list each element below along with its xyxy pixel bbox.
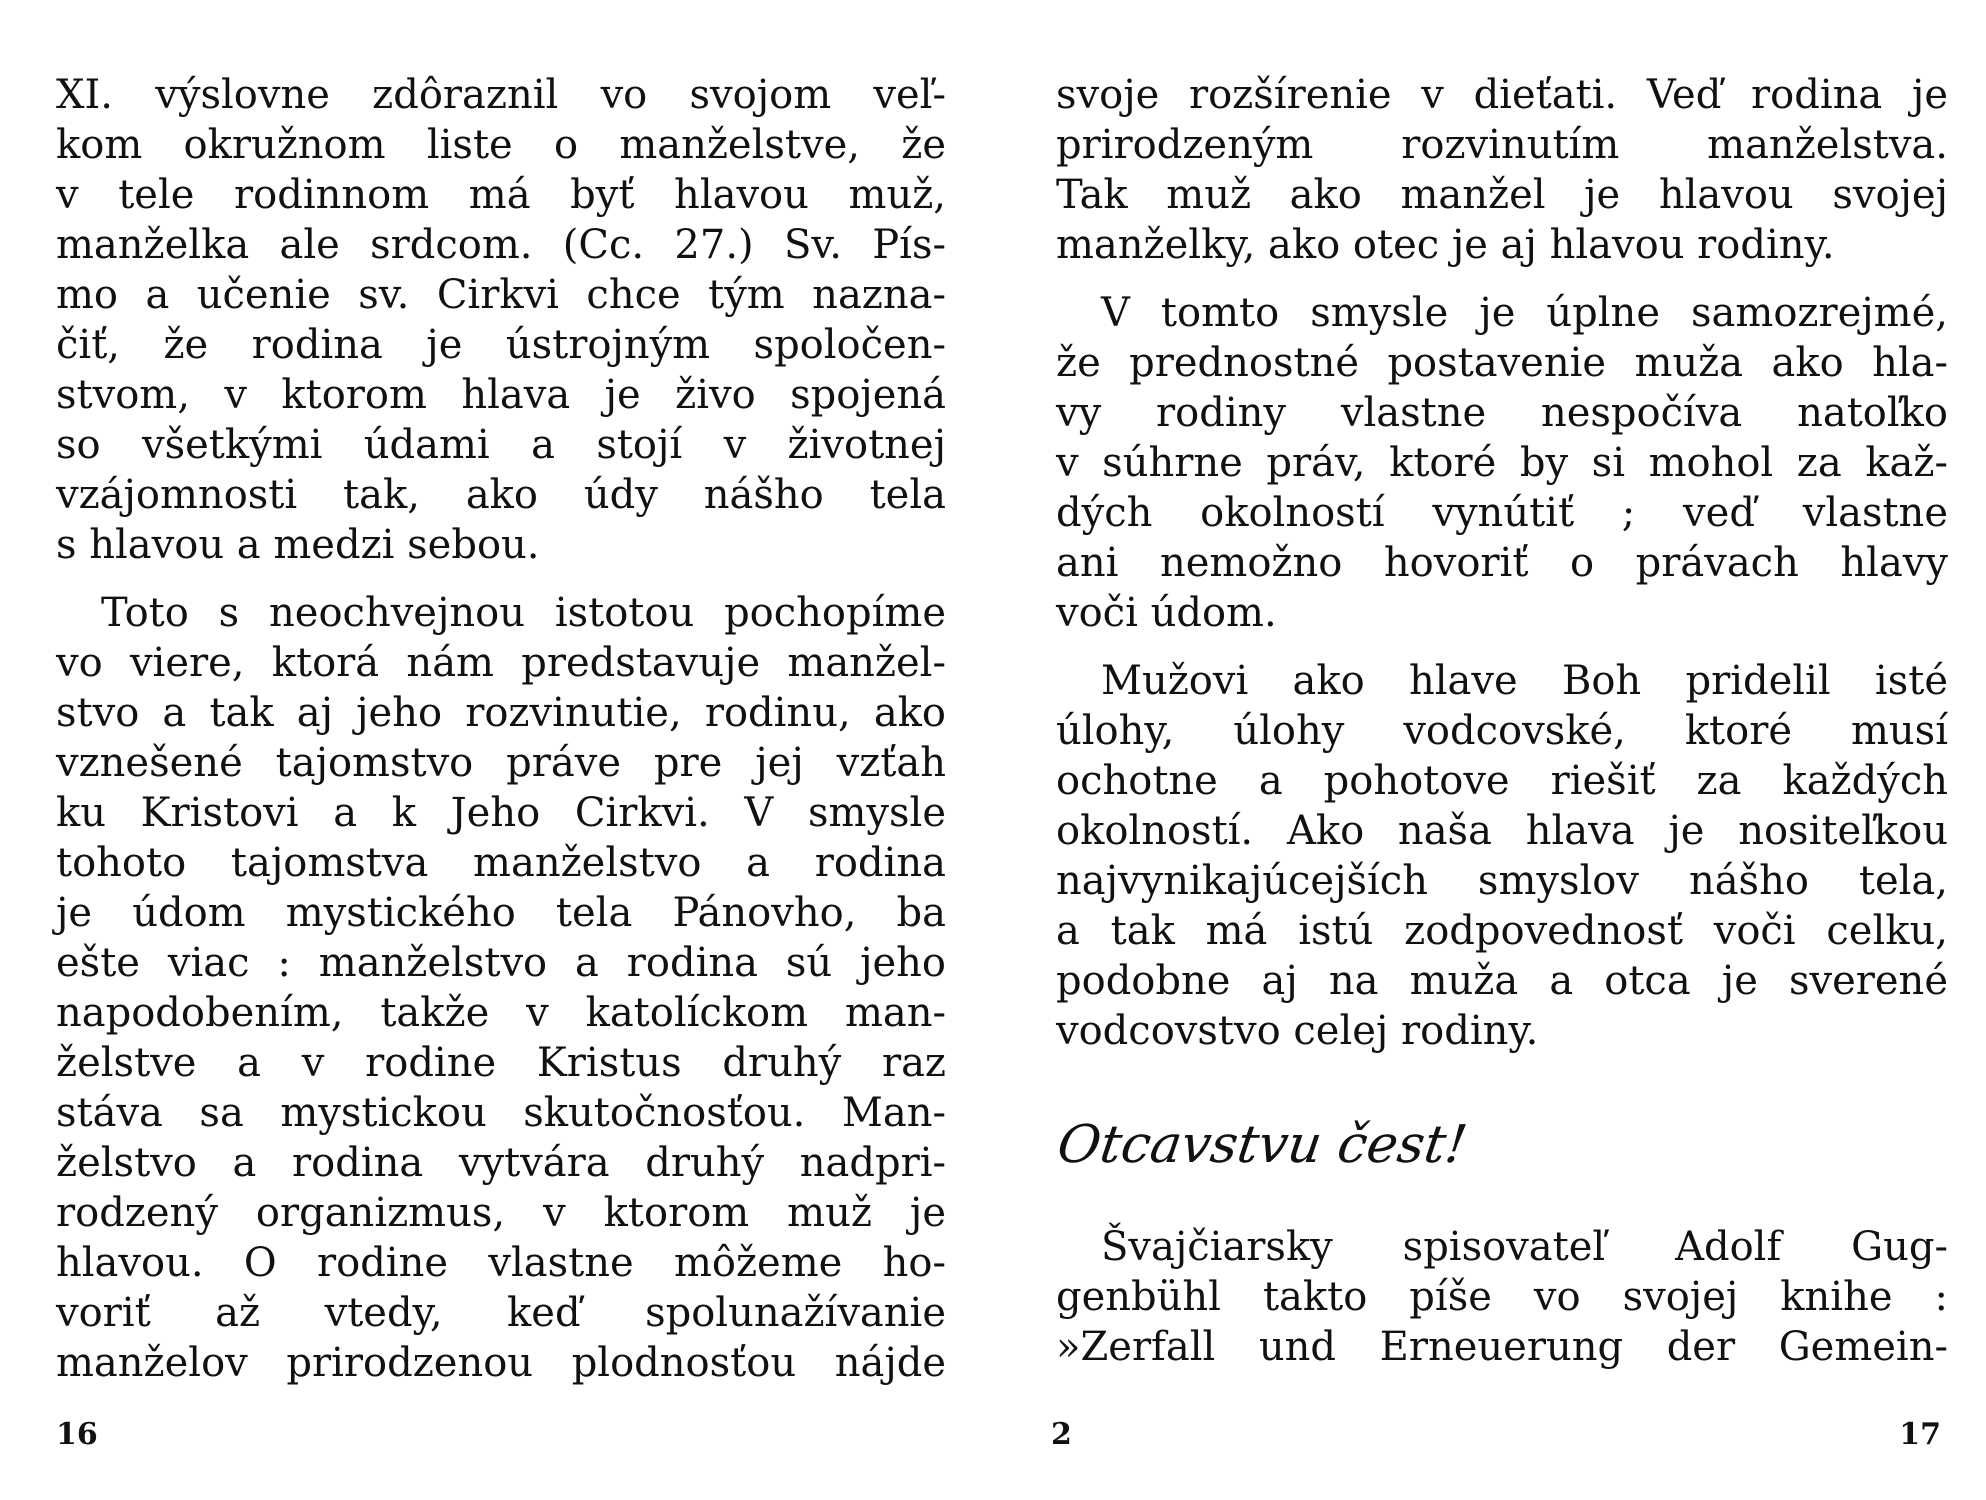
text-line: voriť až vtedy, keď spolunažívanie — [56, 1290, 946, 1336]
right-page-text-column-bottom — [1056, 1222, 1948, 1390]
left-paragraph-1 — [56, 70, 946, 570]
signature-mark: 2 — [1051, 1417, 1072, 1452]
text-line: ani nemožno hovoriť o právach hlavy — [1056, 540, 1948, 586]
text-line: s hlavou a medzi sebou. — [56, 522, 540, 568]
text-line: želstve a v rodine Kristus druhý raz — [56, 1040, 946, 1086]
text-line: prirodzeným rozvinutím manželstva. — [1056, 122, 1948, 168]
text-line: vznešené tajomstvo práve pre jej vzťah — [56, 740, 946, 786]
text-line: ešte viac : manželstvo a rodina sú jeho — [56, 940, 946, 986]
text-line: ku Kristovi a k Jeho Cirkvi. V smysle — [56, 790, 946, 836]
text-line: manželky, ako otec je aj hlavou rodiny. — [1056, 222, 1835, 268]
text-line: stvo a tak aj jeho rozvinutie, rodinu, ako — [56, 690, 946, 736]
text-line: že prednostné postavenie muža ako hla- — [1056, 340, 1948, 386]
text-line: svoje rozšírenie v dieťati. Veď rodina je — [1056, 72, 1948, 118]
text-line: v súhrne práv, ktoré by si mohol za kaž- — [1056, 440, 1948, 486]
page-number-right: 17 — [1899, 1417, 1941, 1452]
text-line: Švajčiarsky spisovateľ Adolf Gug- — [1101, 1224, 1948, 1270]
text-line: Mužovi ako hlave Boh pridelil isté — [1101, 658, 1948, 704]
text-line: okolností. Ako naša hlava je nositeľkou — [1056, 808, 1948, 854]
page-number-left: 16 — [56, 1417, 98, 1452]
text-line: čiť, že rodina je ústrojným spoločen- — [56, 322, 946, 368]
text-line: manželov prirodzenou plodnosťou nájde — [56, 1340, 946, 1386]
text-line: Tak muž ako manžel je hlavou svojej — [1056, 172, 1948, 218]
text-line: a tak má istú zodpovednosť voči celku, — [1056, 908, 1948, 954]
text-line: so všetkými údami a stojí v životnej — [56, 422, 946, 468]
text-line: vzájomnosti tak, ako údy nášho tela — [56, 472, 946, 518]
text-line: XI. výslovne zdôraznil vo svojom veľ- — [56, 72, 946, 118]
text-line: V tomto smysle je úplne samozrejmé, — [1101, 290, 1948, 336]
text-line: ochotne a pohotove riešiť za každých — [1056, 758, 1948, 804]
text-line: stáva sa mystickou skutočnosťou. Man- — [56, 1090, 946, 1136]
section-heading: Otcavstvu čest! — [1053, 1115, 1471, 1175]
text-line: stvom, v ktorom hlava je živo spojená — [56, 372, 946, 418]
text-line: je údom mystického tela Pánovho, ba — [56, 890, 946, 936]
right-paragraph-4 — [1056, 1222, 1948, 1372]
text-line: voči údom. — [1056, 590, 1277, 636]
text-line: tohoto tajomstva manželstvo a rodina — [56, 840, 946, 886]
text-line: mo a učenie sv. Cirkvi chce tým nazna- — [56, 272, 946, 318]
text-line: rodzený organizmus, v ktorom muž je — [56, 1190, 946, 1236]
right-page-text-column — [1056, 70, 1948, 1074]
text-line: v tele rodinnom má byť hlavou muž, — [56, 172, 946, 218]
text-line: želstvo a rodina vytvára druhý nadpri- — [56, 1140, 946, 1186]
right-paragraph-1 — [1056, 70, 1948, 270]
text-line: úlohy, úlohy vodcovské, ktoré musí — [1056, 708, 1948, 754]
text-line: manželka ale srdcom. (Cc. 27.) Sv. Pís- — [56, 222, 946, 268]
text-line: Toto s neochvejnou istotou pochopíme — [101, 590, 946, 636]
text-line: podobne aj na muža a otca je sverené — [1056, 958, 1948, 1004]
right-page — [993, 0, 1986, 1500]
text-line: napodobením, takže v katolíckom man- — [56, 990, 946, 1036]
text-line: vy rodiny vlastne nespočíva natoľko — [1056, 390, 1948, 436]
text-line: najvynikajúcejších smyslov nášho tela, — [1056, 858, 1948, 904]
right-paragraph-2 — [1056, 288, 1948, 638]
right-paragraph-3 — [1056, 656, 1948, 1056]
text-line: vodcovstvo celej rodiny. — [1056, 1008, 1539, 1054]
text-line: hlavou. O rodine vlastne môžeme ho- — [56, 1240, 946, 1286]
text-line: kom okružnom liste o manželstve, že — [56, 122, 946, 168]
text-line: dých okolností vynútiť ; veď vlastne — [1056, 490, 1948, 536]
left-page-text-column — [56, 70, 946, 1406]
text-line: genbühl takto píše vo svojej knihe : — [1056, 1274, 1948, 1320]
left-paragraph-2 — [56, 588, 946, 1388]
text-line: »Zerfall und Erneuerung der Gemein- — [1056, 1324, 1948, 1370]
text-line: vo viere, ktorá nám predstavuje manžel- — [56, 640, 946, 686]
